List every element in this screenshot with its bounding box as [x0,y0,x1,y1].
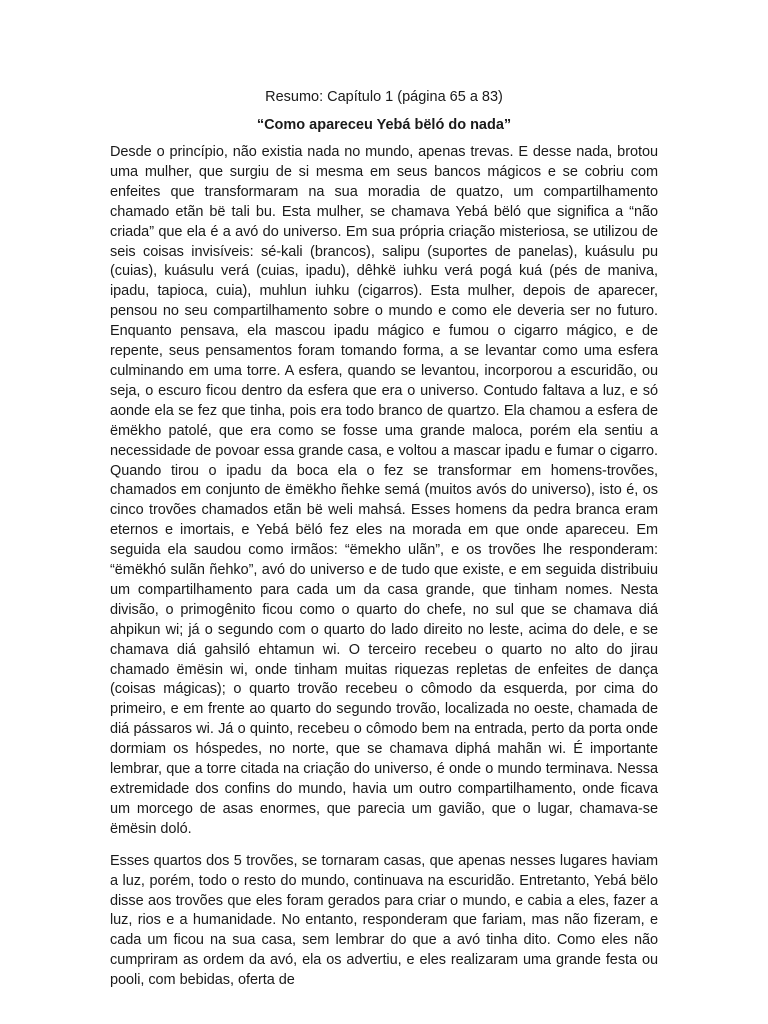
chapter-title: “Como apareceu Yebá bëló do nada” [256,117,512,133]
chapter-subtitle: Resumo: Capítulo 1 (página 65 a 83) [265,89,503,105]
document-page [110,86,658,1003]
paragraph-2: Esses quartos dos 5 trovões, se tornaram casas, que apenas nesses lugares haviam a luz, porém, todo o resto do mundo, continuava na escuridão. Entretanto, Yebá bëlo disse aos trovões que eles foram gerados para criar o mundo, e cabia a eles, fazer a luz, rios e a humanidade. No entanto, responderam que fariam, mas não fizeram, e cada um ficou na sua casa, sem lembrar do que a avó tinha dito. Como eles não cumpriram as ordem da avó, ela os advertiu, e eles realizaram uma grande festa ou pooli, com bebidas, oferta de [110,852,658,989]
paragraph-1: Desde o princípio, não existia nada no mundo, apenas trevas. E desse nada, brotou uma mulher, que surgiu de si mesma em seus bancos mágicos e se cobriu com enfeites que transformaram na sua moradia de quatzo, um compartilhamento chamado etãn bë tali bu. Esta mulher, se chamava Yebá bëló que significa a “não criada” que ela é a avó do universo. Em sua própria criação misteriosa, se utilizou de seis coisas invisíveis: sé-kali (brancos), salipu (suportes de panelas), kuásulu pu (cuias), kuásulu verá (cuias, ipadu), dêhkë iuhku verá pogá kuá (pés de maniva, ipadu, tapioca, cuia), muhlun iuhku (cigarros). Esta mulher, depois de aparecer, pensou no seu compartilhamento sobre o mundo e como ele deveria ser no futuro. Enquanto pensava, ela mascou ipadu mágico e fumou o cigarro mágico, e de repente, seus pensamentos foram tomando forma, a se levantar como uma esfera culminando em uma torre. A esfera, quando se levantou, incorporou a escuridão, ou seja, o escuro ficou dentro da esfera que era o universo. Contudo faltava a luz, e só aonde ela se fez que tinha, pois era todo branco de quartzo. Ela chamou a esfera de ëmëkho patolé, que era como se fosse uma grande maloca, porém ela sentiu a necessidade de povoar essa grande casa, e voltou a mascar ipadu e fumar o cigarro. Quando tirou o ipadu da boca ela o fez se transformar em homens-trovões, chamados em conjunto de ëmëkho ñehke semá (muitos avós do universo), isto é, os cinco trovões chamados etãn bë weli mahsá. Esses homens da pedra branca eram eternos e imortais, e Yebá bëló fez eles na morada em que onde apareceu. Em seguida ela saudou como irmãos: “ëmekho ulãn”, e os trovões lhe responderam: “ëmëkhó sulãn ñehko”, avó do universo e de tudo que existe, e em seguida distribuiu um compartilhamento para cada um da casa grande, que tinham nomes. Nesta divisão, o primogênito ficou como o quarto do chefe, no sul que se chamava diá ahpikun wi; já o segundo com o quarto do lado direito no leste, acima do dele, e se chamava diá gahsiló ehtamun wi. O terceiro recebeu o quarto no alto do jirau chamado ëmësin wi, onde tinham muitas riquezas repletas de enfeites de dança (coisas mágicas); o quarto trovão recebeu o cômodo da esquerda, por cima do primeiro, e em frente ao quarto do segundo trovão, localizada no oeste, chamada de diá pássaros wi. Já o quinto, recebeu o cômodo bem na entrada, perto da porta onde dormiam os hóspedes, no norte, que se chamava diphá mahãn wi. É importante lembrar, que a torre citada na criação do universo, é onde o mundo terminava. Nessa extremidade dos confins do mundo, havia um outro compartilhamento, onde ficava um morcego de asas enormes, que parecia um gavião, que o lugar, chamava-se ëmësin doló. [110,144,658,837]
